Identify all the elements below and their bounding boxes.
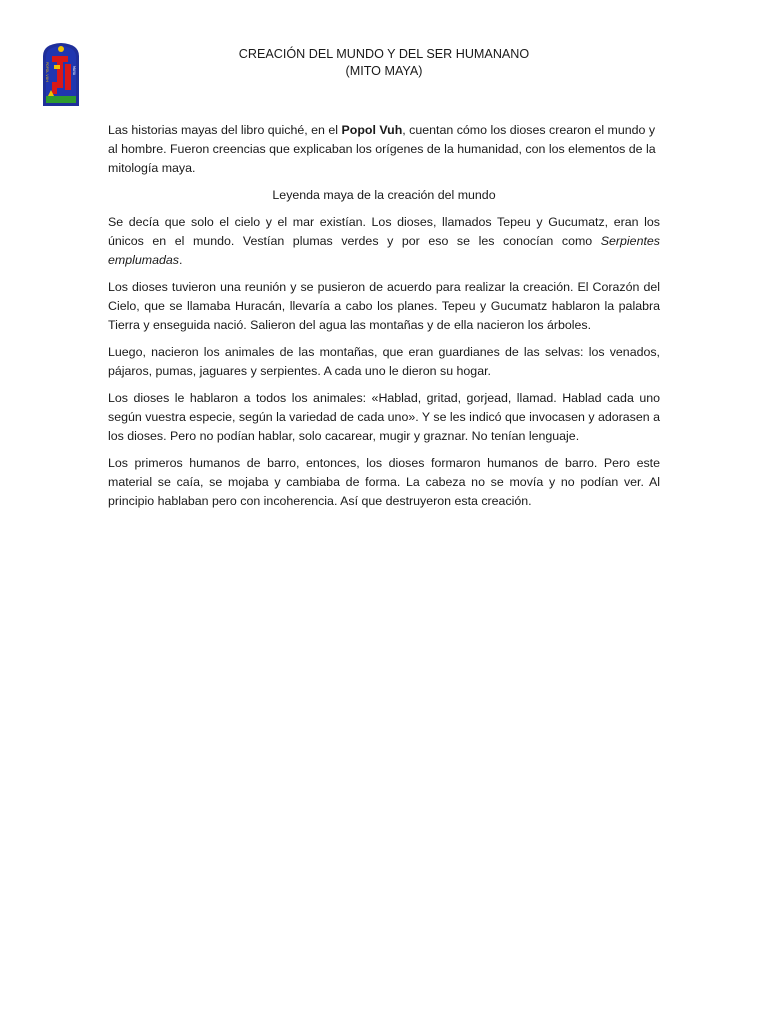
paragraph-3: Luego, nacieron los animales de las montañas, que eran guardianes de las selvas: los venados, pájaros, pumas, jaguares y serpientes. A cada uno le dieron su hogar. bbox=[108, 344, 660, 378]
popol-vuh-logo bbox=[41, 42, 81, 108]
title-line-1: CREACIÓN DEL MUNDO Y DEL SER HUMANANO bbox=[238, 47, 530, 61]
paragraph-1 bbox=[108, 213, 660, 269]
intro-book-name: Popol Vuh bbox=[341, 123, 403, 137]
paragraph-4: Los dioses le hablaron a todos los animales: «Hablad, gritad, gorjead, llamad. Hablad cada uno según vuestra especie, según la variedad de cada uno». Y se les indicó que invocasen y adorasen a los dioses. Pero no podían hablar, solo cacarear, mugir y graznar. No tenían lenguaje. bbox=[108, 391, 660, 443]
paragraph-1-italic: Serpientes emplumadas bbox=[108, 233, 660, 267]
paragraph-5: Los primeros humanos de barro, entonces, los dioses formaron humanos de barro. Pero este material se caía, se mojaba y cambiaba de forma. La cabeza no se movía y no podían ver. Al principio hablaban pero con incoherencia. Así que destruyeron esta creación. bbox=[108, 455, 660, 508]
paragraph-1-text: Se decía que solo el cielo y el mar existían. Los dioses, llamados Tepeu y Gucumatz, eran los únicos en el mundo. Vestían plumas verdes y por eso se les conocían como bbox=[108, 215, 660, 248]
document-body bbox=[108, 121, 660, 519]
intro-text-end: , cuentan cómo los dioses crearon el mundo y al hombre. Fueron creencias que explicaban los orígenes de la humanidad, con los elementos de la mitología maya. bbox=[108, 123, 656, 175]
paragraph-1-end: . bbox=[178, 252, 183, 267]
title-line-2: (MITO MAYA) bbox=[345, 64, 423, 78]
section-subtitle: Leyenda maya de la creación del mundo bbox=[272, 187, 496, 202]
intro-paragraph bbox=[108, 121, 660, 177]
logo-text-left: POPOL VUH bbox=[45, 62, 49, 82]
paragraph-2: Los dioses tuvieron una reunión y se pusieron de acuerdo para realizar la creación. El Corazón del Cielo, que se llamaba Huracán, llevaría a cabo los planes. Tepeu y Gucumatz hablaron la palabra Tierra y enseguida nació. Salieron del agua las montañas y de ella nacieron los árboles. bbox=[108, 280, 660, 332]
logo-text-right: MAYA bbox=[72, 66, 76, 76]
document-title bbox=[108, 46, 660, 80]
intro-text-start: Las historias mayas del libro quiché, en el bbox=[108, 123, 342, 137]
